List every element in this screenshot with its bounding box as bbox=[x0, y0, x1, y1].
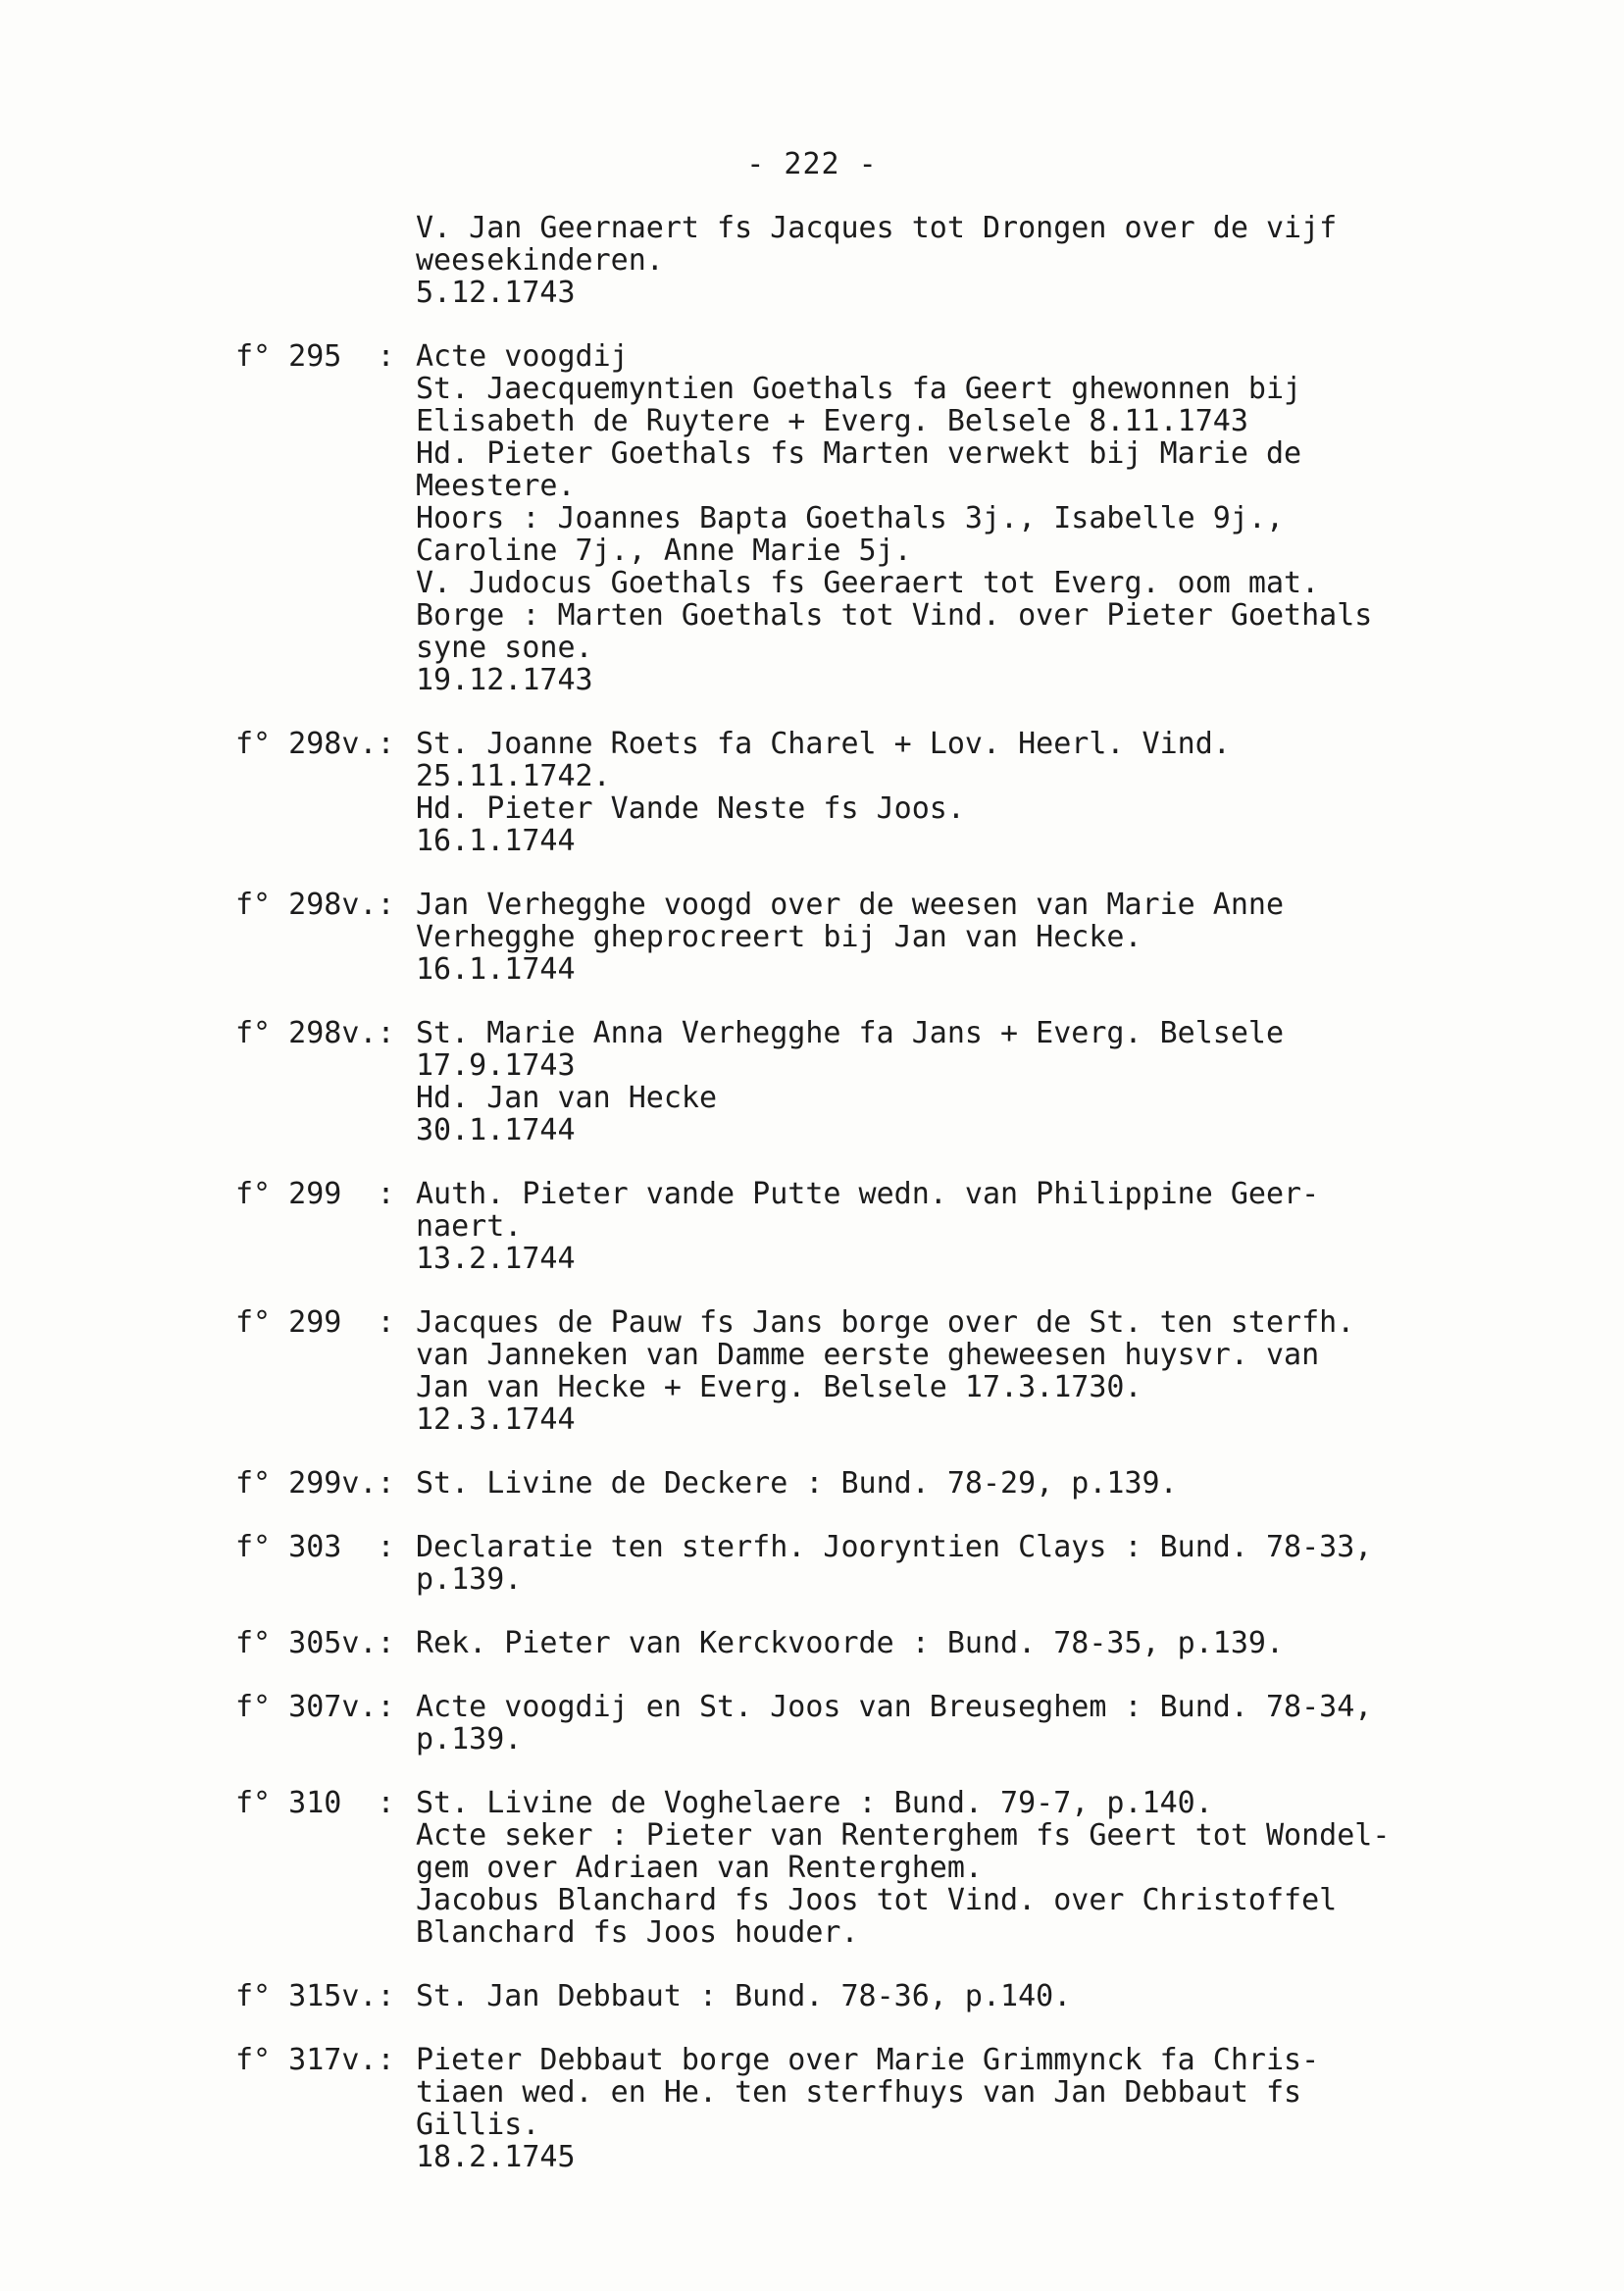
entry-line: naert. bbox=[416, 1209, 523, 1244]
entry-line: p.139. bbox=[416, 1562, 523, 1597]
folio-reference: f° 299 : bbox=[235, 1305, 395, 1340]
entry-line: St. Jan Debbaut : Bund. 78-36, p.140. bbox=[416, 1979, 1072, 2013]
entry-line: 12.3.1744 bbox=[416, 1402, 576, 1437]
register-entry bbox=[235, 340, 1510, 696]
entry-line: 5.12.1743 bbox=[416, 276, 576, 310]
entry-text bbox=[416, 1691, 1510, 1756]
register-entry bbox=[235, 1531, 1510, 1596]
folio-reference: f° 317v.: bbox=[235, 2043, 395, 2077]
folio-reference: f° 299v.: bbox=[235, 1466, 395, 1501]
entry-line: 16.1.1744 bbox=[416, 824, 576, 858]
entry-line: Meestere. bbox=[416, 469, 576, 503]
entry-line: Hd. Jan van Hecke bbox=[416, 1081, 718, 1115]
entry-line: Hd. Pieter Goethals fs Marten verwekt bij Marie de bbox=[416, 436, 1302, 471]
entry-text bbox=[416, 1627, 1510, 1659]
entry-line: St. Livine de Voghelaere : Bund. 79-7, p.140. bbox=[416, 1786, 1213, 1820]
folio-reference: f° 298v.: bbox=[235, 727, 395, 761]
entry-line: 17.9.1743 bbox=[416, 1048, 576, 1083]
entry-text bbox=[416, 212, 1510, 309]
folio-reference: f° 315v.: bbox=[235, 1979, 395, 2013]
entry-line: 19.12.1743 bbox=[416, 663, 593, 697]
entry-line: van Janneken van Damme eerste gheweesen huysvr. van bbox=[416, 1338, 1320, 1372]
entry-text bbox=[416, 1787, 1510, 1949]
entry-line: St. Livine de Deckere : Bund. 78-29, p.139. bbox=[416, 1466, 1178, 1501]
register-entry bbox=[235, 1017, 1510, 1146]
register-entry bbox=[235, 1980, 1510, 2012]
entry-line: Jan van Hecke + Everg. Belsele 17.3.1730. bbox=[416, 1370, 1142, 1404]
entry-line: Jacobus Blanchard fs Joos tot Vind. over Christoffel bbox=[416, 1883, 1338, 1917]
document-body bbox=[235, 212, 1510, 2205]
register-entry bbox=[235, 1467, 1510, 1500]
register-entry bbox=[235, 1178, 1510, 1275]
entry-line: gem over Adriaen van Renterghem. bbox=[416, 1851, 983, 1885]
entry-line: 18.2.1745 bbox=[416, 2140, 576, 2174]
entry-line: Borge : Marten Goethals tot Vind. over Pieter Goethals bbox=[416, 598, 1373, 633]
entry-line: Jan Verhegghe voogd over de weesen van Marie Anne bbox=[416, 888, 1285, 922]
entry-line: St. Marie Anna Verhegghe fa Jans + Everg. Belsele bbox=[416, 1016, 1285, 1050]
entry-line: Acte voogdij en St. Joos van Breuseghem : Bund. 78-34, bbox=[416, 1690, 1373, 1724]
entry-line: 13.2.1744 bbox=[416, 1242, 576, 1276]
page-number: - 222 - bbox=[746, 147, 878, 181]
entry-text bbox=[416, 2044, 1510, 2173]
folio-reference: f° 295 : bbox=[235, 339, 395, 374]
entry-line: Rek. Pieter van Kerckvoorde : Bund. 78-35, p.139. bbox=[416, 1626, 1285, 1660]
folio-reference: f° 307v.: bbox=[235, 1690, 395, 1724]
register-entry bbox=[235, 1627, 1510, 1659]
register-entry bbox=[235, 1787, 1510, 1949]
entry-line: Jacques de Pauw fs Jans borge over de St. ten sterfh. bbox=[416, 1305, 1355, 1340]
entry-text bbox=[416, 889, 1510, 986]
entry-text bbox=[416, 340, 1510, 696]
entry-line: V. Judocus Goethals fs Geeraert tot Everg. oom mat. bbox=[416, 566, 1320, 600]
register-entry bbox=[235, 2044, 1510, 2173]
entry-text bbox=[416, 1531, 1510, 1596]
entry-text bbox=[416, 1306, 1510, 1436]
entry-text bbox=[416, 1467, 1510, 1500]
entry-line: Acte seker : Pieter van Renterghem fs Geert tot Wondel- bbox=[416, 1818, 1391, 1853]
entry-text bbox=[416, 1980, 1510, 2012]
register-entry bbox=[235, 212, 1510, 309]
entry-line: syne sone. bbox=[416, 631, 593, 665]
register-entry bbox=[235, 1306, 1510, 1436]
entry-line: St. Joanne Roets fa Charel + Lov. Heerl. Vind. bbox=[416, 727, 1231, 761]
entry-line: Caroline 7j., Anne Marie 5j. bbox=[416, 534, 912, 568]
entry-line: Pieter Debbaut borge over Marie Grimmynck fa Chris- bbox=[416, 2043, 1320, 2077]
entry-line: Acte voogdij bbox=[416, 339, 629, 374]
entry-line: weesekinderen. bbox=[416, 243, 664, 278]
entry-line: 16.1.1744 bbox=[416, 952, 576, 987]
folio-reference: f° 298v.: bbox=[235, 888, 395, 922]
folio-reference: f° 310 : bbox=[235, 1786, 395, 1820]
folio-reference: f° 305v.: bbox=[235, 1626, 395, 1660]
register-entry bbox=[235, 728, 1510, 857]
folio-reference: f° 299 : bbox=[235, 1177, 395, 1211]
entry-text bbox=[416, 728, 1510, 857]
entry-line: p.139. bbox=[416, 1722, 523, 1756]
folio-reference: f° 298v.: bbox=[235, 1016, 395, 1050]
entry-line: Gillis. bbox=[416, 2108, 540, 2142]
entry-line: 30.1.1744 bbox=[416, 1113, 576, 1147]
entry-line: Declaratie ten sterfh. Jooryntien Clays : Bund. 78-33, bbox=[416, 1530, 1373, 1564]
folio-reference: f° 303 : bbox=[235, 1530, 395, 1564]
entry-line: 25.11.1742. bbox=[416, 759, 611, 793]
entry-line: Verhegghe gheprocreert bij Jan van Hecke. bbox=[416, 920, 1142, 954]
entry-line: St. Jaecquemyntien Goethals fa Geert ghewonnen bij bbox=[416, 372, 1302, 406]
entry-line: tiaen wed. en He. ten sterfhuys van Jan Debbaut fs bbox=[416, 2075, 1302, 2110]
register-entry bbox=[235, 889, 1510, 986]
entry-text bbox=[416, 1017, 1510, 1146]
entry-line: Auth. Pieter vande Putte wedn. van Philippine Geer- bbox=[416, 1177, 1320, 1211]
entry-line: Hd. Pieter Vande Neste fs Joos. bbox=[416, 791, 965, 826]
entry-line: Blanchard fs Joos houder. bbox=[416, 1915, 859, 1950]
entry-text bbox=[416, 1178, 1510, 1275]
entry-line: Hoors : Joannes Bapta Goethals 3j., Isabelle 9j., bbox=[416, 501, 1285, 535]
entry-line: Elisabeth de Ruytere + Everg. Belsele 8.11.1743 bbox=[416, 404, 1248, 438]
entry-line: V. Jan Geernaert fs Jacques tot Drongen over de vijf bbox=[416, 211, 1338, 245]
register-entry bbox=[235, 1691, 1510, 1756]
